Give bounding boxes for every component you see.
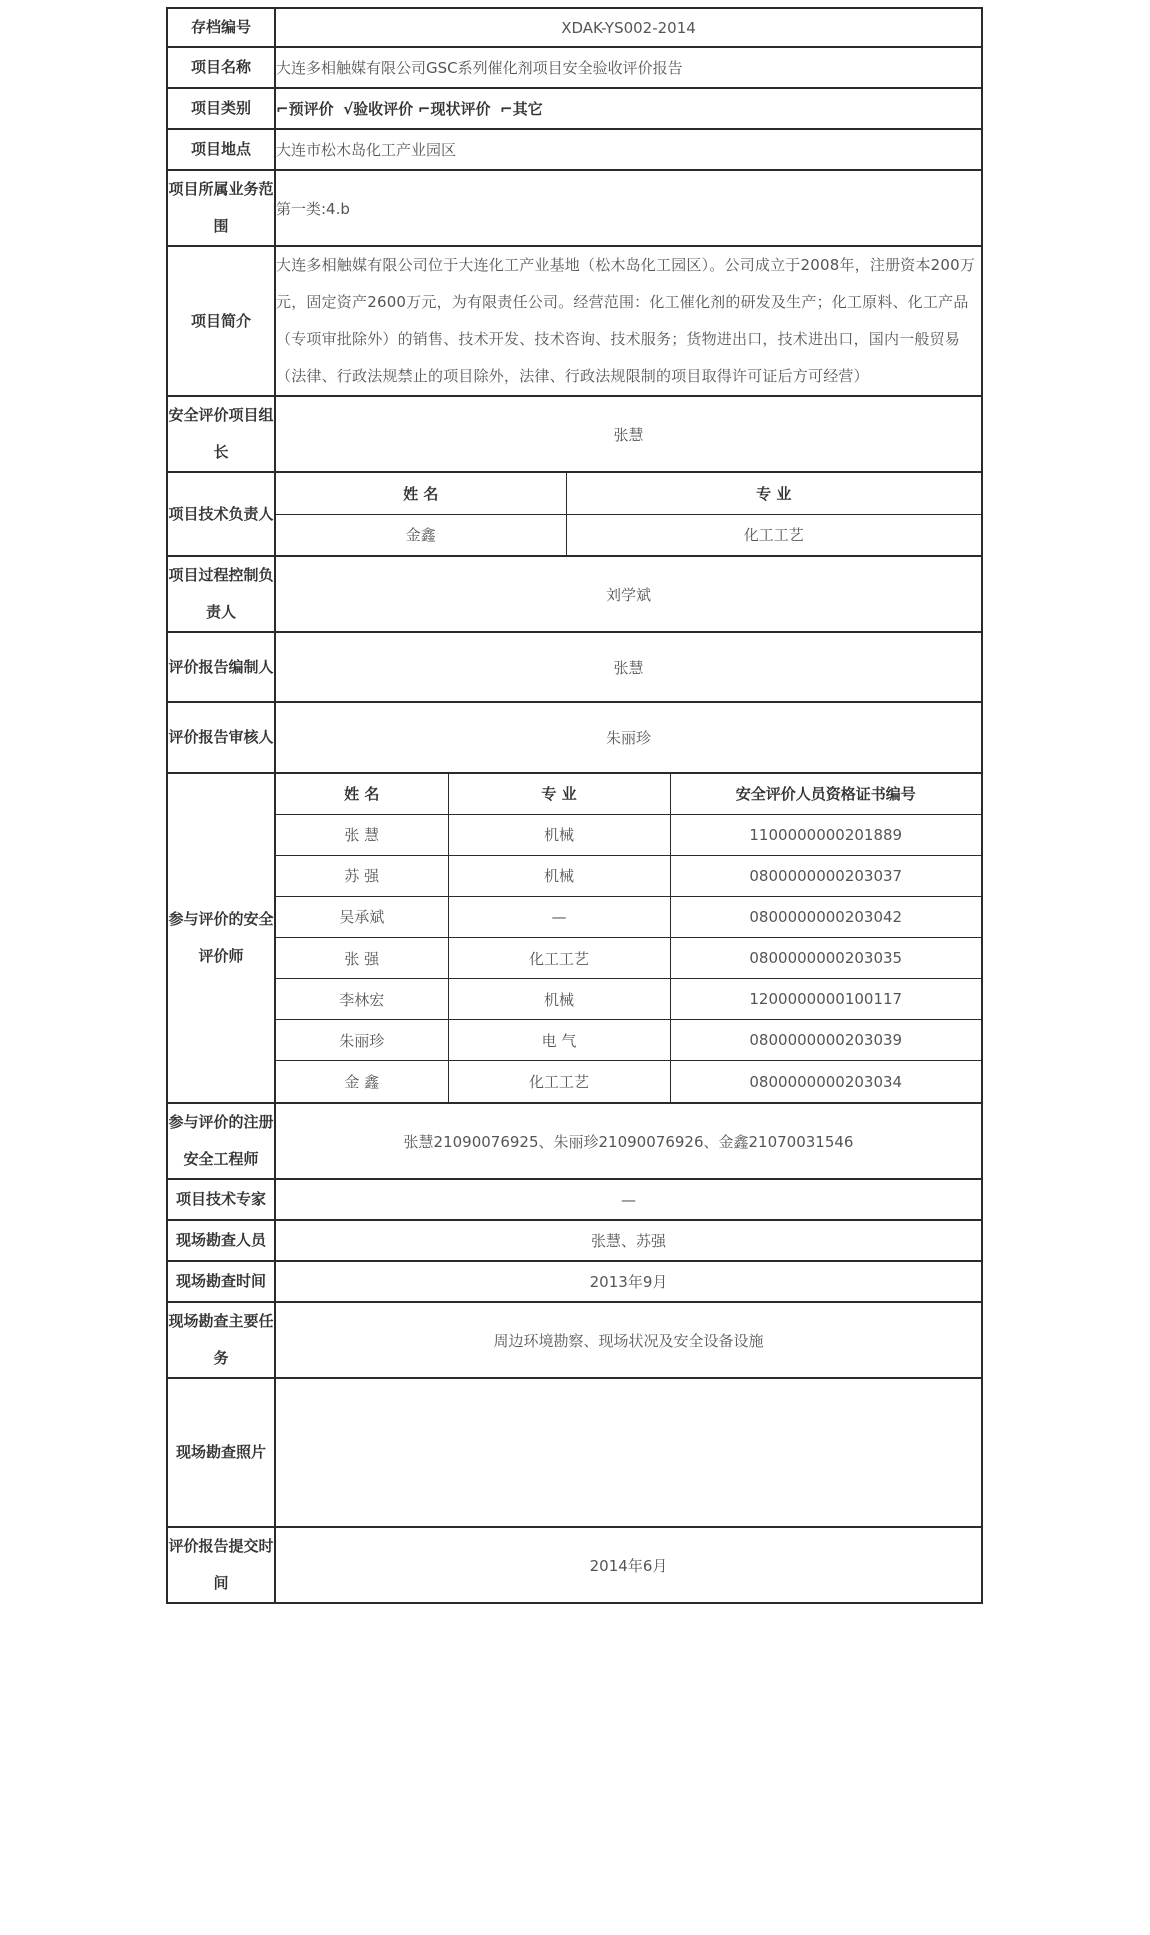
site-photos-area <box>275 1378 982 1527</box>
table-row <box>276 1061 981 1102</box>
process-control-value: 刘学斌 <box>275 556 982 632</box>
assessor-major: 机械 <box>448 814 670 855</box>
table-row <box>276 979 981 1020</box>
row-site-staff <box>167 1220 982 1261</box>
assessor-name-header: 姓 名 <box>276 774 448 814</box>
team-leader-value: 张慧 <box>275 396 982 472</box>
team-leader-label: 安全评价项目组长 <box>167 396 275 472</box>
tech-lead-major-header: 专 业 <box>566 473 981 514</box>
row-business-scope <box>167 170 982 246</box>
table-row <box>276 855 981 896</box>
tech-lead-name-header: 姓 名 <box>276 473 566 514</box>
assessors-table <box>276 774 981 1102</box>
archive-no-value: XDAK-YS002-2014 <box>275 8 982 47</box>
project-name-value: 大连多相触媒有限公司GSC系列催化剂项目安全验收评价报告 <box>275 47 982 88</box>
experts-value: — <box>275 1179 982 1220</box>
compiler-value: 张慧 <box>275 632 982 702</box>
assessor-name: 苏 强 <box>276 855 448 896</box>
site-staff-value: 张慧、苏强 <box>275 1220 982 1261</box>
assessor-major-header: 专 业 <box>448 774 670 814</box>
assessor-cert: 1200000000100117 <box>670 979 981 1020</box>
tech-lead-major: 化工工艺 <box>566 514 981 555</box>
assessor-major: 机械 <box>448 979 670 1020</box>
tech-lead-name: 金鑫 <box>276 514 566 555</box>
intro-text: 大连多相触媒有限公司位于大连化工产业基地（松木岛化工园区）。公司成立于2008年，注册资本200万元，固定资产2600万元，为有限责任公司。经营范围：化工催化剂的研发及生产；化工原料、化工产品（专项审批除外）的销售、技术开发、技术咨询、技术服务；货物进出口，技术进出口，国内一般贸易（法律、行政法规禁止的项目除外，法律、行政法规限制的项目取得许可证后方可经营） <box>276 256 976 385</box>
assessor-cert: 0800000000203035 <box>670 937 981 978</box>
report-form <box>166 7 981 1604</box>
experts-label: 项目技术专家 <box>167 1179 275 1220</box>
project-type-options <box>275 88 982 129</box>
type-option-current: ⌐现状评价 <box>417 100 491 118</box>
assessor-cert: 0800000000203037 <box>670 855 981 896</box>
row-site-photos <box>167 1378 982 1527</box>
table-row <box>276 896 981 937</box>
row-experts <box>167 1179 982 1220</box>
assessor-name: 张 慧 <box>276 814 448 855</box>
assessor-major: 机械 <box>448 855 670 896</box>
row-archive-no <box>167 8 982 47</box>
engineers-value: 张慧21090076925、朱丽珍21090076926、金鑫21070031546 <box>275 1103 982 1179</box>
business-scope-label: 项目所属业务范围 <box>167 170 275 246</box>
location-value: 大连市松木岛化工产业园区 <box>275 129 982 170</box>
type-option-other: ⌐其它 <box>500 100 543 118</box>
submit-time-value: 2014年6月 <box>275 1527 982 1603</box>
assessor-name: 吴承斌 <box>276 896 448 937</box>
assessor-major: 电 气 <box>448 1020 670 1061</box>
table-row <box>276 937 981 978</box>
site-staff-label: 现场勘查人员 <box>167 1220 275 1261</box>
reviewer-label: 评价报告审核人 <box>167 702 275 773</box>
row-team-leader <box>167 396 982 472</box>
site-time-label: 现场勘查时间 <box>167 1261 275 1302</box>
row-engineers <box>167 1103 982 1179</box>
assessor-major: — <box>448 896 670 937</box>
archive-no-label: 存档编号 <box>167 8 275 47</box>
row-intro <box>167 246 982 396</box>
process-control-label: 项目过程控制负责人 <box>167 556 275 632</box>
assessor-major: 化工工艺 <box>448 937 670 978</box>
type-option-acceptance: √验收评价 <box>343 100 414 118</box>
row-tech-lead <box>167 472 982 556</box>
report-table <box>166 7 983 1604</box>
site-task-value: 周边环境勘察、现场状况及安全设备设施 <box>275 1302 982 1378</box>
assessors-header-row <box>276 774 981 814</box>
assessor-major: 化工工艺 <box>448 1061 670 1102</box>
row-compiler <box>167 632 982 702</box>
assessor-name: 朱丽珍 <box>276 1020 448 1061</box>
assessor-name: 李林宏 <box>276 979 448 1020</box>
assessor-cert: 0800000000203039 <box>670 1020 981 1061</box>
site-photos-label: 现场勘查照片 <box>167 1378 275 1527</box>
assessor-name: 张 强 <box>276 937 448 978</box>
assessor-cert: 0800000000203034 <box>670 1061 981 1102</box>
row-reviewer <box>167 702 982 773</box>
assessors-label: 参与评价的安全评价师 <box>167 773 275 1103</box>
table-row <box>276 1020 981 1061</box>
row-project-name <box>167 47 982 88</box>
row-site-time <box>167 1261 982 1302</box>
table-row <box>276 814 981 855</box>
engineers-label: 参与评价的注册安全工程师 <box>167 1103 275 1179</box>
intro-label: 项目简介 <box>167 246 275 396</box>
project-type-label: 项目类别 <box>167 88 275 129</box>
location-label: 项目地点 <box>167 129 275 170</box>
submit-time-label: 评价报告提交时间 <box>167 1527 275 1603</box>
business-scope-value: 第一类:4.b <box>275 170 982 246</box>
assessor-cert: 1100000000201889 <box>670 814 981 855</box>
site-time-value: 2013年9月 <box>275 1261 982 1302</box>
assessor-cert-header: 安全评价人员资格证书编号 <box>670 774 981 814</box>
compiler-label: 评价报告编制人 <box>167 632 275 702</box>
type-option-pre: ⌐预评价 <box>276 100 334 118</box>
tech-lead-table <box>276 473 981 555</box>
reviewer-value: 朱丽珍 <box>275 702 982 773</box>
tech-lead-label: 项目技术负责人 <box>167 472 275 556</box>
row-process-control <box>167 556 982 632</box>
row-site-task <box>167 1302 982 1378</box>
assessor-cert: 0800000000203042 <box>670 896 981 937</box>
site-task-label: 现场勘查主要任务 <box>167 1302 275 1378</box>
row-submit-time <box>167 1527 982 1603</box>
row-assessors <box>167 773 982 1103</box>
assessor-name: 金 鑫 <box>276 1061 448 1102</box>
row-location <box>167 129 982 170</box>
row-project-type <box>167 88 982 129</box>
project-name-label: 项目名称 <box>167 47 275 88</box>
